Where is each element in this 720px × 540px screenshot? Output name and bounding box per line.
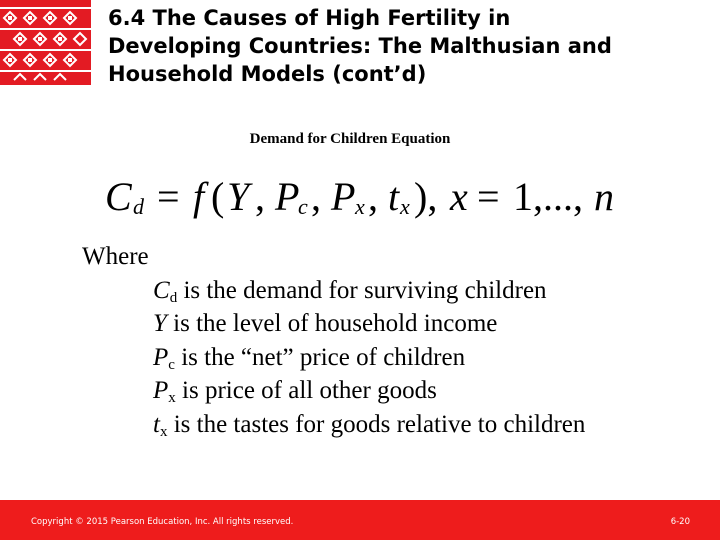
- eq-range: 1,...,: [513, 174, 583, 219]
- definition-subscript: c: [168, 356, 175, 373]
- eq-comma-3: ,: [368, 174, 378, 219]
- eq-t-sub: x: [400, 194, 410, 219]
- eq-lhs: C: [105, 174, 132, 219]
- eq-equals-2: =: [477, 174, 500, 219]
- definition-symbol: Y: [153, 310, 167, 337]
- decorative-pattern-logo: [0, 0, 91, 85]
- eq-comma-1: ,: [255, 174, 265, 219]
- eq-P1: P: [275, 174, 300, 219]
- slide-title-line-2: Developing Countries: The Malthusian and: [108, 34, 612, 58]
- definition-item: [82, 408, 585, 442]
- definition-item: [82, 307, 585, 341]
- eq-x: x: [450, 174, 468, 219]
- footer-bar: [0, 500, 720, 540]
- variable-definitions: [82, 240, 585, 441]
- page-number: 6-20: [670, 517, 690, 527]
- eq-P1-sub: c: [298, 194, 308, 219]
- eq-P2: P: [331, 174, 356, 219]
- definition-text: is the demand for surviving children: [177, 276, 547, 304]
- definition-symbol: P: [153, 377, 169, 404]
- eq-open-paren: (: [211, 174, 225, 219]
- eq-equals-1: =: [157, 174, 180, 219]
- eq-t: t: [388, 174, 400, 219]
- eq-close-paren: ),: [414, 174, 438, 219]
- slide-title-line-1: 6.4 The Causes of High Fertility in: [108, 6, 511, 30]
- definition-text: is the “net” price of children: [174, 343, 466, 371]
- definition-symbol: P: [153, 343, 169, 371]
- eq-P2-sub: x: [355, 194, 365, 219]
- eq-function-f: f: [193, 174, 205, 219]
- definition-symbol: t: [153, 410, 160, 438]
- slide-title-line-3: Household Models (cont’d): [108, 62, 427, 86]
- slide-title: [108, 4, 708, 88]
- equation-heading: Demand for Children Equation: [249, 131, 451, 147]
- definition-subscript: x: [168, 390, 176, 406]
- eq-lhs-sub: d: [133, 194, 144, 219]
- demand-equation: [105, 168, 665, 228]
- where-label: Where: [82, 243, 149, 270]
- definition-item: [82, 341, 585, 375]
- eq-n: n: [594, 174, 614, 219]
- definition-item: [82, 274, 585, 308]
- definition-symbol: C: [153, 276, 170, 304]
- eq-Y: Y: [227, 174, 250, 219]
- eq-comma-2: ,: [311, 174, 321, 219]
- definition-text: is the tastes for goods relative to children: [167, 410, 586, 438]
- definition-text: is the level of household income: [166, 310, 498, 337]
- definition-text: is price of all other goods: [175, 377, 437, 404]
- definition-subscript: d: [169, 289, 178, 306]
- copyright-text: Copyright © 2015 Pearson Education, Inc. All rights reserved.: [31, 517, 294, 527]
- definition-subscript: x: [159, 423, 168, 440]
- definition-item: [82, 374, 585, 408]
